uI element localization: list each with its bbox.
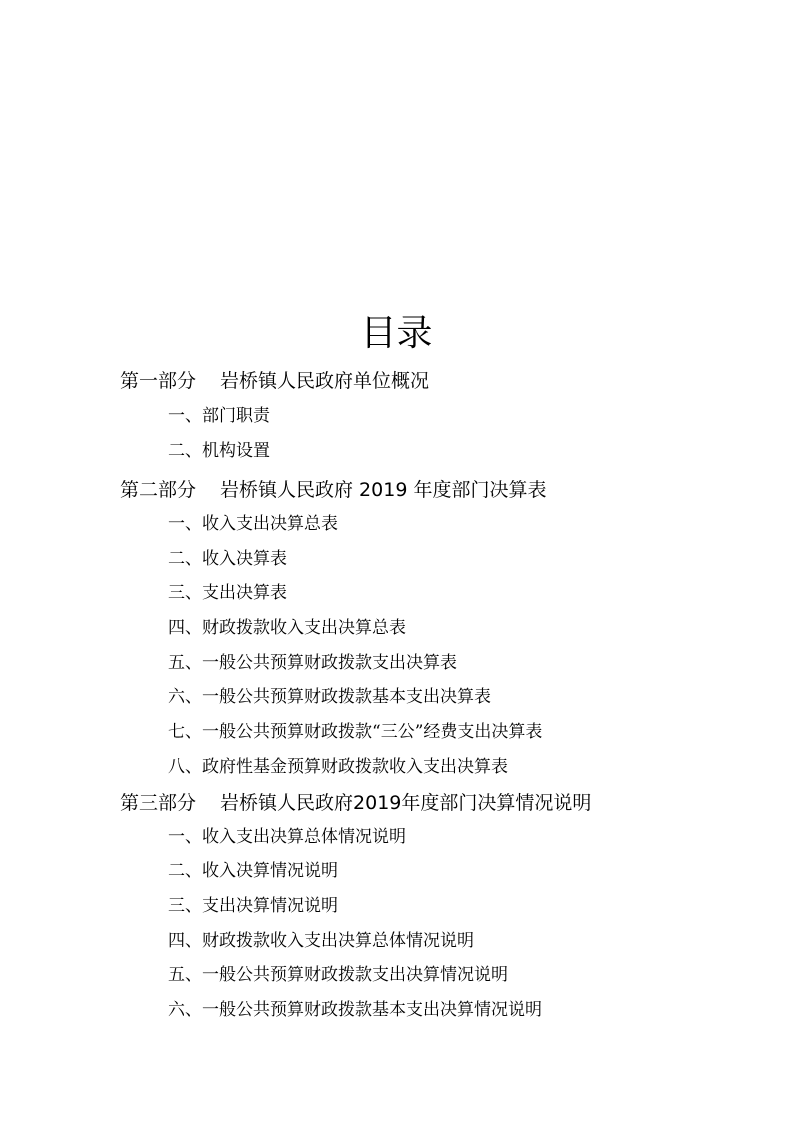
toc-item-3-2[interactable]: 二、收入决算情况说明 <box>168 861 338 881</box>
toc-item-2-2[interactable]: 二、收入决算表 <box>168 549 287 569</box>
toc-part-1[interactable] <box>120 368 429 394</box>
toc-item-3-4[interactable]: 四、财政拨款收入支出决算总体情况说明 <box>168 931 474 951</box>
toc-part-2[interactable] <box>120 477 546 503</box>
toc-part-2-title: 岩桥镇人民政府 2019 年度部门决算表 <box>220 479 547 501</box>
toc-part-1-title: 岩桥镇人民政府单位概况 <box>220 370 430 392</box>
toc-item-2-3[interactable]: 三、支出决算表 <box>168 583 287 603</box>
toc-part-3-label: 第三部分 <box>120 792 197 814</box>
toc-item-2-5[interactable]: 五、一般公共预算财政拨款支出决算表 <box>168 653 457 673</box>
toc-part-1-label: 第一部分 <box>120 370 197 392</box>
toc-item-1-2[interactable]: 二、机构设置 <box>168 441 270 461</box>
toc-item-2-7[interactable]: 七、一般公共预算财政拨款“三公”经费支出决算表 <box>168 722 543 742</box>
toc-item-3-6[interactable]: 六、一般公共预算财政拨款基本支出决算情况说明 <box>168 1000 542 1020</box>
toc-part-3[interactable] <box>120 790 591 816</box>
toc-part-3-title: 岩桥镇人民政府2019年度部门决算情况说明 <box>220 792 592 814</box>
toc-item-3-5[interactable]: 五、一般公共预算财政拨款支出决算情况说明 <box>168 965 508 985</box>
toc-item-2-8[interactable]: 八、政府性基金预算财政拨款收入支出决算表 <box>168 757 508 777</box>
toc-item-2-6[interactable]: 六、一般公共预算财政拨款基本支出决算表 <box>168 687 491 707</box>
toc-item-3-3[interactable]: 三、支出决算情况说明 <box>168 896 338 916</box>
toc-item-2-1[interactable]: 一、收入支出决算总表 <box>168 514 338 534</box>
toc-part-2-label: 第二部分 <box>120 479 197 501</box>
page-title: 目录 <box>360 313 433 354</box>
toc-item-3-1[interactable]: 一、收入支出决算总体情况说明 <box>168 827 406 847</box>
toc-item-1-1[interactable]: 一、部门职责 <box>168 406 270 426</box>
toc-item-2-4[interactable]: 四、财政拨款收入支出决算总表 <box>168 618 406 638</box>
